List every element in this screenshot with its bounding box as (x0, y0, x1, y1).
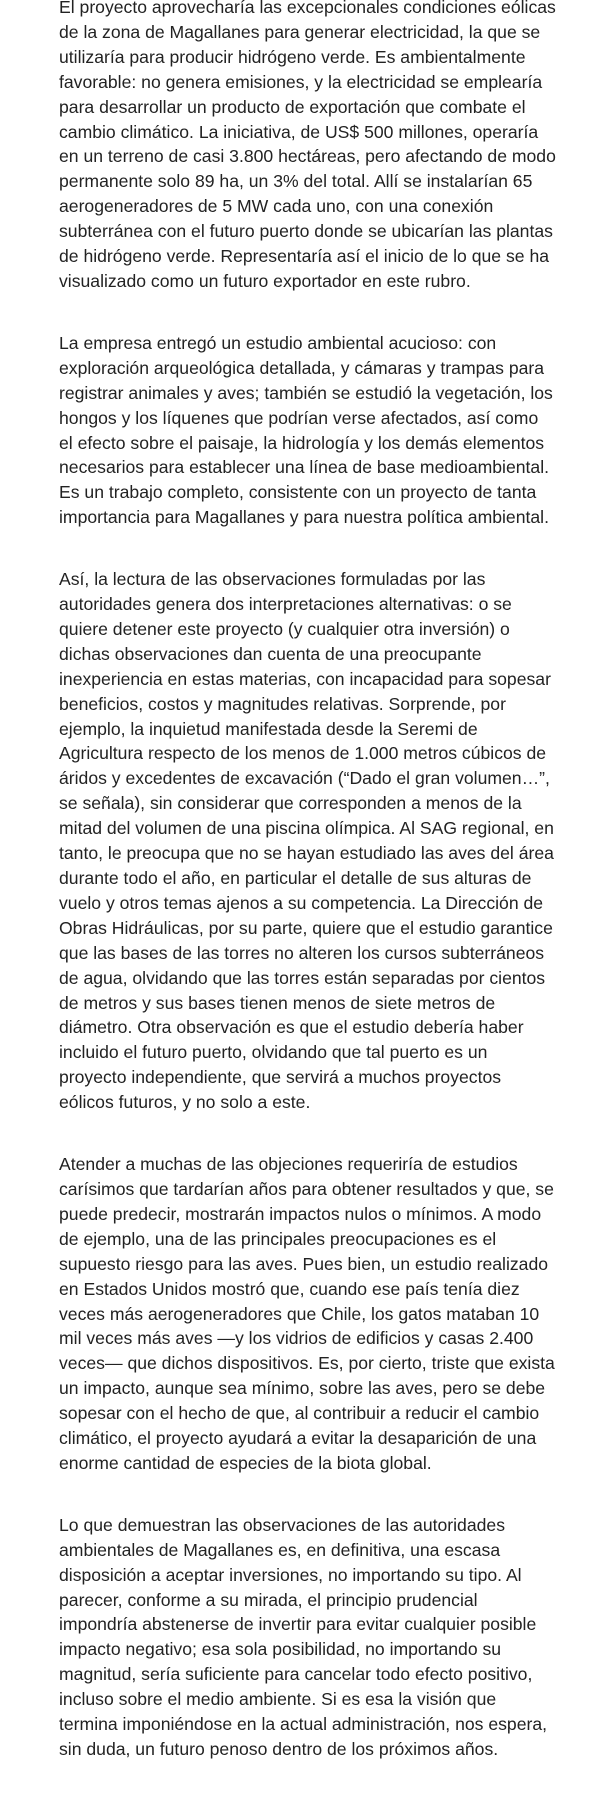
article-paragraph: La empresa entregó un estudio ambiental acucioso: con exploración arqueológica detallada, y cámaras y trampas para registrar animales y aves; también se estudió la vegetación, los hongos y los líquenes que podrían verse afectados, así como el efecto sobre el paisaje, la hidrología y los demás elementos necesarios para establecer una línea de base medioambiental. Es un trabajo completo, consistente con un proyecto de tanta importancia para Magallanes y para nuestra política ambiental. (59, 332, 553, 528)
article-paragraph: Lo que demuestran las observaciones de las autoridades ambientales de Magallanes es, en definitiva, una escasa disposición a aceptar inversiones, no importando su tipo. Al parecer, conforme a su mirada, el principio prudencial impondría abstenerse de invertir para evitar cualquier posible impacto negativo; esa sola posibilidad, no importando su magnitud, sería suficiente para cancelar todo efecto positivo, incluso sobre el medio ambiente. Si es esa la visión que termina imponiéndose en la actual administración, nos espera, sin duda, un futuro penoso dentro de los próximos años. (59, 1514, 548, 1759)
article-paragraph: Así, la lectura de las observaciones formuladas por las autoridades genera dos interpretaciones alternativas: o se quiere detener este proyecto (y cualquier otra inversión) o dichas observaciones dan cuenta de una preocupante inexperiencia en estas materias, con incapacidad para sopesar beneficios, costos y magnitudes relativas. Sorprende, por ejemplo, la inquietud manifestada desde la Seremi de Agricultura respecto de los menos de 1.000 metros cúbicos de áridos y excedentes de excavación (“Dado el gran volumen…”, se señala), sin considerar que corresponden a menos de la mitad del volumen de una piscina olímpica. Al SAG regional, en tanto, le preocupa que no se hayan estudiado las aves del área durante todo el año, en particular el detalle de sus alturas de vuelo y otros temas ajenos a su competencia. La Dirección de Obras Hidráulicas, por su parte, quiere que el estudio garantice que las bases de las torres no alteren los cursos subterráneos de agua, olvidando que las torres están separadas por cientos de metros y sus bases tienen menos de siete metros de diámetro. Otra observación es que el estudio debería haber incluido el futuro puerto, olvidando que tal puerto es un proyecto independiente, que servirá a muchos proyectos eólicos futuros, y no solo a este. (59, 569, 554, 1113)
article-body (59, 0, 556, 1799)
article-paragraph: Atender a muchas de las objeciones requeriría de estudios carísimos que tardarían años para obtener resultados y que, se puede predecir, mostrarán impactos nulos o mínimos. A modo de ejemplo, una de las principales preocupaciones es el supuesto riesgo para las aves. Pues bien, un estudio realizado en Estados Unidos mostró que, cuando ese país tenía diez veces más aerogeneradores que Chile, los gatos mataban 10 mil veces más aves —y los vidrios de edificios y casas 2.400 veces— que dichos dispositivos. Es, por cierto, triste que exista un impacto, aunque sea mínimo, sobre las aves, pero se debe sopesar con el hecho de que, al contribuir a reducir el cambio climático, el proyecto ayudará a evitar la desaparición de una enorme cantidad de especies de la biota global. (59, 1154, 555, 1473)
article-paragraph: El proyecto aprovecharía las excepcionales condiciones eólicas de la zona de Magallanes para generar electricidad, la que se utilizaría para producir hidrógeno verde. Es ambientalmente favorable: no genera emisiones, y la electricidad se emplearía para desarrollar un producto de exportación que combate el cambio climático. La iniciativa, de US$ 500 millones, operaría en un terreno de casi 3.800 hectáreas, pero afectando de modo permanente solo 89 ha, un 3% del total. Allí se instalarían 65 aerogeneradores de 5 MW cada uno, con una conexión subterránea con el futuro puerto donde se ubicarían las plantas de hidrógeno verde. Representaría así el inicio de lo que se ha visualizado como un futuro exportador en este rubro. (59, 0, 556, 291)
